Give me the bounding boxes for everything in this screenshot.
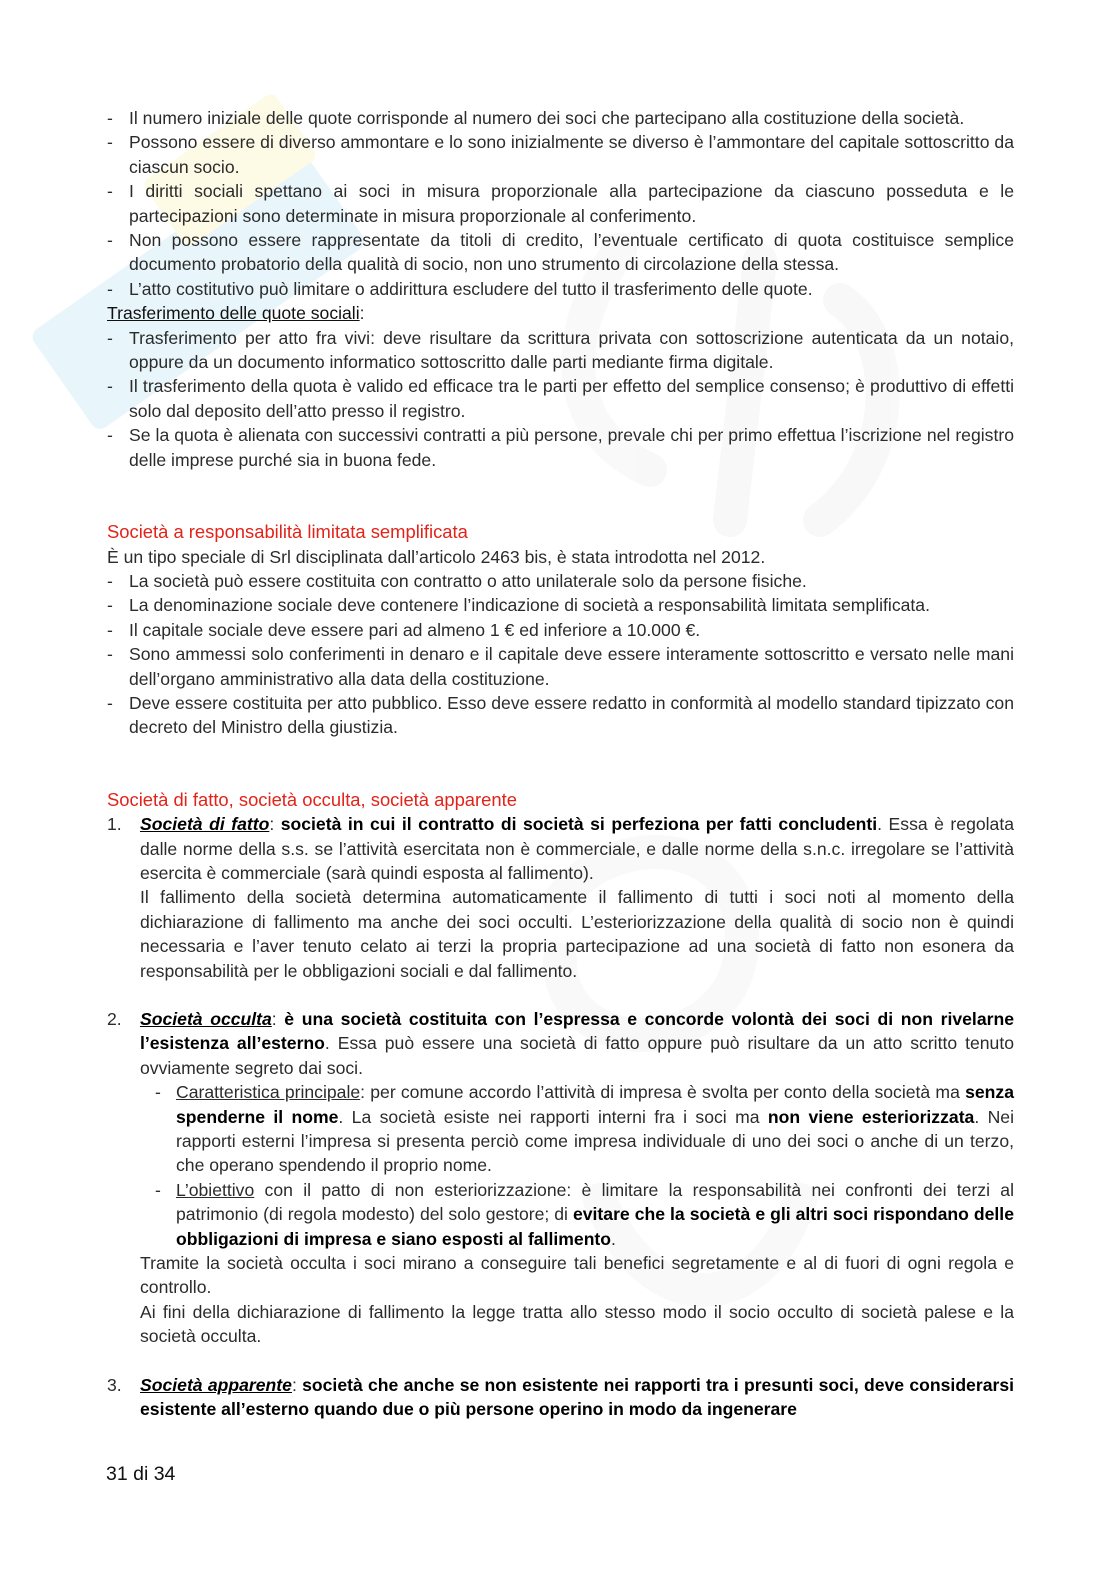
list-item: - Sono ammessi solo conferimenti in denaro e il capitale deve essere interamente sottoscritto e versato nelle mani dell’organo amministrativo alla data della costituzione. <box>107 642 1014 691</box>
list-item: - Possono essere di diverso ammontare e lo sono inizialmente se diverso è l’ammontare del capitale sottoscritto da ciascun socio. <box>107 130 1014 179</box>
item-definition: Società occulta: è una società costituita con l’espressa e concorde volontà dei soci di non rivelarne l’esistenza all’esterno. Essa può essere una società di fatto oppure può risultare da un atto scritto tenuto ovviamente segreto dai soci. <box>140 1009 1014 1078</box>
transfer-heading <box>107 301 1014 325</box>
list-item: - L’obiettivo con il patto di non esteriorizzazione: è limitare la responsabilità nei confronti dei terzi al patrimonio (di regola modesto) del solo gestore; di evitare che la società e gli altri soci rispondano delle obbligazioni di impresa e siano esposti al fallimento. <box>155 1178 1014 1251</box>
item-definition: Società di fatto: società in cui il contratto di società si perfeziona per fatti concludenti. Essa è regolata dalle norme della s.s. se l’attività esercitata non è commerciale, e dalle norme della s.n.c. irregolare se l’attività esercita è commerciale (sarà quindi esposta al fallimento). <box>140 814 1015 883</box>
occulta-sub-list <box>155 1080 1014 1251</box>
term: Società apparente <box>140 1374 292 1395</box>
item-number: 3. <box>107 1374 122 1395</box>
document-page <box>107 106 1014 1422</box>
list-item: - Deve essere costituita per atto pubblico. Esso deve essere redatto in conformità al modello standard tipizzato con decreto del Ministro della giustizia. <box>107 691 1014 740</box>
list-item: - Il capitale sociale deve essere pari ad almeno 1 € ed inferiore a 10.000 €. <box>107 618 1014 642</box>
list-item: - Se la quota è alienata con successivi contratti a più persone, prevale chi per primo effettua l’iscrizione nel registro delle imprese purché sia in buona fede. <box>107 423 1014 472</box>
srls-bullet-list <box>107 569 1014 740</box>
term: Società occulta <box>140 1009 272 1029</box>
transfer-heading-text: Trasferimento delle quote sociali <box>107 303 360 324</box>
item-definition: Società apparente: società che anche se non esistente nei rapporti tra i presunti soci, deve considerarsi esistente all’esterno quando due o più persone operino in modo da ingenerare <box>140 1374 1014 1420</box>
item-number: 1. <box>107 814 122 835</box>
fatto-heading: Società di fatto, società occulta, società apparente <box>107 788 517 810</box>
list-item: - Trasferimento per atto fra vivi: deve risultare da scrittura privata con sottoscrizione autenticata da un notaio, oppure da un documento informatico sottoscritto dalle parti mediante firma digitale. <box>107 326 1014 375</box>
list-item: - Il numero iniziale delle quote corrisponde al numero dei soci che partecipano alla costituzione della società. <box>107 106 1014 130</box>
item-paragraph: Il fallimento della società determina automaticamente il fallimento di tutti i soci noti al momento della dichiarazione di fallimento ma anche dei soci occulti. L’esteriorizzazione della qualità di socio non è quindi necessaria e l’aver tenuto celato ai terzi la propria partecipazione ad una società di fatto non esonera da responsabilità per le obbligazioni sociali e dal fallimento. <box>140 887 1014 981</box>
societa-numbered-list-cont <box>107 1373 1014 1422</box>
list-item: - La denominazione sociale deve contenere l’indicazione di società a responsabilità limitata semplificata. <box>107 593 1014 617</box>
occulta-paragraph: Tramite la società occulta i soci mirano a conseguire tali benefici segretamente e al di fuori di ogni regola e controllo. <box>140 1253 1014 1298</box>
quote-bullet-list <box>107 106 1014 301</box>
list-item: - Non possono essere rappresentate da titoli di credito, l’eventuale certificato di quota costituisce semplice documento probatorio della qualità di socio, non uno strumento di circolazione della stessa. <box>107 228 1014 277</box>
list-item: - I diritti sociali spettano ai soci in misura proporzionale alla partecipazione da ciascuno posseduta e le partecipazioni sono determinate in misura proporzionale al conferimento. <box>107 179 1014 228</box>
list-item-societa-apparente <box>107 1373 1014 1422</box>
societa-numbered-list <box>107 812 1014 1080</box>
list-item: - Il trasferimento della quota è valido ed efficace tra le parti per effetto del semplice consenso; è produttivo di effetti solo dal deposito dell’atto presso il registro. <box>107 374 1014 423</box>
transfer-heading-colon: : <box>359 303 365 324</box>
list-item-societa-occulta <box>107 1007 1014 1080</box>
list-item: - La società può essere costituita con contratto o atto unilaterale solo da persone fisiche. <box>107 569 1014 593</box>
page-number: 31 di 34 <box>106 1463 176 1485</box>
term: Società di fatto <box>140 814 270 835</box>
srls-intro: È un tipo speciale di Srl disciplinata dall’articolo 2463 bis, è stata introdotta nel 2012. <box>107 546 766 567</box>
list-item: - Caratteristica principale: per comune accordo l’attività di impresa è svolta per conto della società ma senza spenderne il nome. La società esiste nei rapporti interni fra i soci ma non viene esteriorizzata. Nei rapporti esterni l’impresa si presenta perciò come impresa individuale di uno dei soci o anche di un terzo, che operano spendendo il proprio nome. <box>155 1080 1014 1178</box>
item-number: 2. <box>107 1009 122 1029</box>
srls-heading: Società a responsabilità limitata semplificata <box>107 521 468 543</box>
transfer-bullet-list <box>107 326 1014 472</box>
list-item: - L’atto costitutivo può limitare o addirittura escludere del tutto il trasferimento delle quote. <box>107 277 1014 301</box>
occulta-paragraph: Ai fini della dichiarazione di fallimento la legge tratta allo stesso modo il socio occulto di società palese e la società occulta. <box>140 1301 1014 1347</box>
list-item-societa-di-fatto <box>107 812 1014 983</box>
